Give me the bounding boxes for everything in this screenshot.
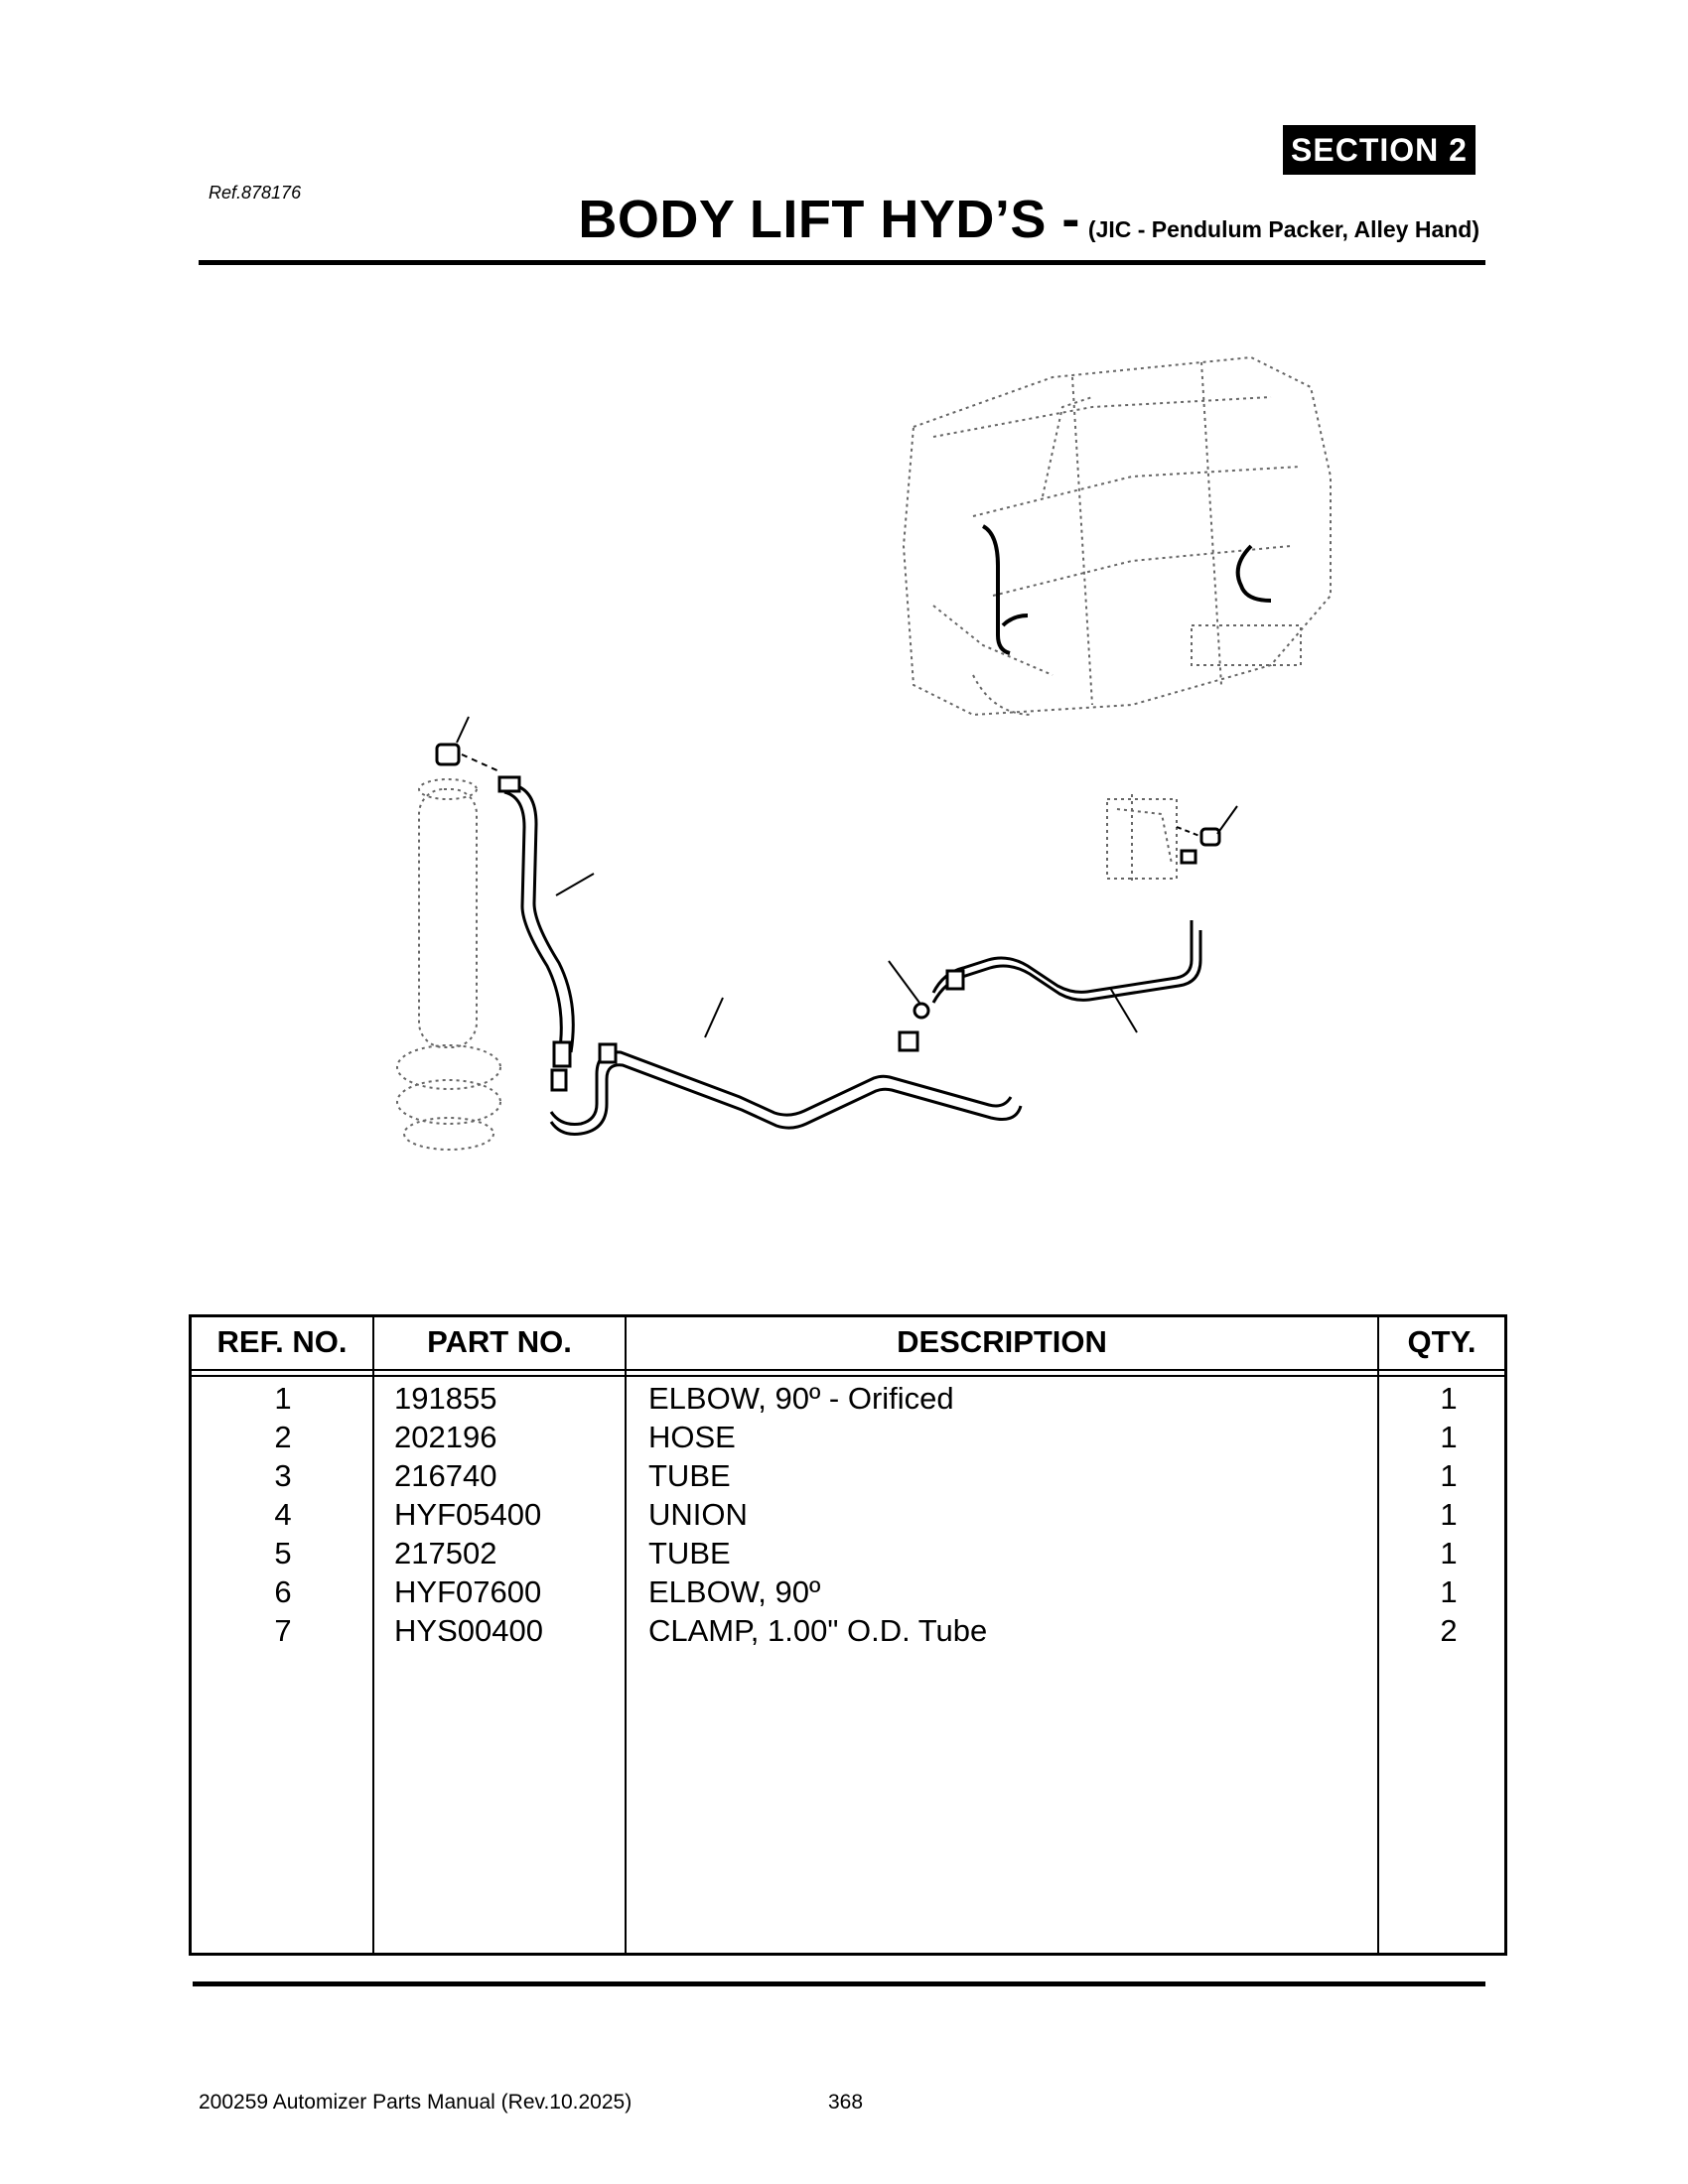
header-ref: REF. NO. — [216, 1324, 348, 1359]
page-title — [578, 189, 1479, 250]
footer-rule — [193, 1981, 1485, 1986]
footer-manual: 200259 Automizer Parts Manual (Rev.10.2025) — [199, 2091, 633, 2114]
table-row: 7 HYS00400 CLAMP, 1.00" O.D. Tube 2 — [274, 1613, 1458, 1648]
header-description: DESCRIPTION — [897, 1324, 1107, 1359]
title-subtitle: (JIC - Pendulum Packer, Alley Hand) — [1087, 216, 1479, 242]
table-row: 5 217502 TUBE 1 — [274, 1536, 1458, 1570]
union-fitting — [900, 1004, 928, 1050]
exploded-diagram — [377, 347, 1350, 1171]
cylinder-elbow — [437, 745, 459, 764]
truck-body-frame — [904, 357, 1331, 715]
section-badge: SECTION 2 — [1283, 125, 1476, 175]
parts-table — [189, 1314, 1507, 1956]
table-row: 6 HYF07600 ELBOW, 90º 1 — [274, 1574, 1458, 1609]
leader-lines — [457, 717, 1237, 1037]
valve-bracket — [1107, 794, 1177, 884]
tube-upper — [933, 920, 1200, 1003]
lift-cylinder — [397, 779, 500, 1150]
table-row: 2 202196 HOSE 1 — [274, 1420, 1458, 1454]
header-rule — [199, 260, 1485, 265]
connector-dash — [462, 754, 501, 772]
header-part: PART NO. — [427, 1324, 572, 1359]
reference-number: Ref.878176 — [209, 183, 302, 203]
valve-elbow — [1182, 829, 1219, 863]
hose — [499, 777, 573, 1066]
frame-hydraulic-lines — [983, 526, 1271, 653]
table-row: 1 191855 ELBOW, 90º - Orificed 1 — [274, 1381, 1458, 1416]
connector-dash-2 — [1177, 827, 1199, 836]
tube-lower — [551, 1044, 1021, 1135]
table-row: 3 216740 TUBE 1 — [274, 1458, 1458, 1493]
table-row: 4 HYF05400 UNION 1 — [274, 1497, 1458, 1532]
header-qty: QTY. — [1407, 1324, 1477, 1359]
title-main: BODY LIFT HYD’S - — [578, 190, 1080, 249]
page-number: 368 — [828, 2091, 864, 2114]
